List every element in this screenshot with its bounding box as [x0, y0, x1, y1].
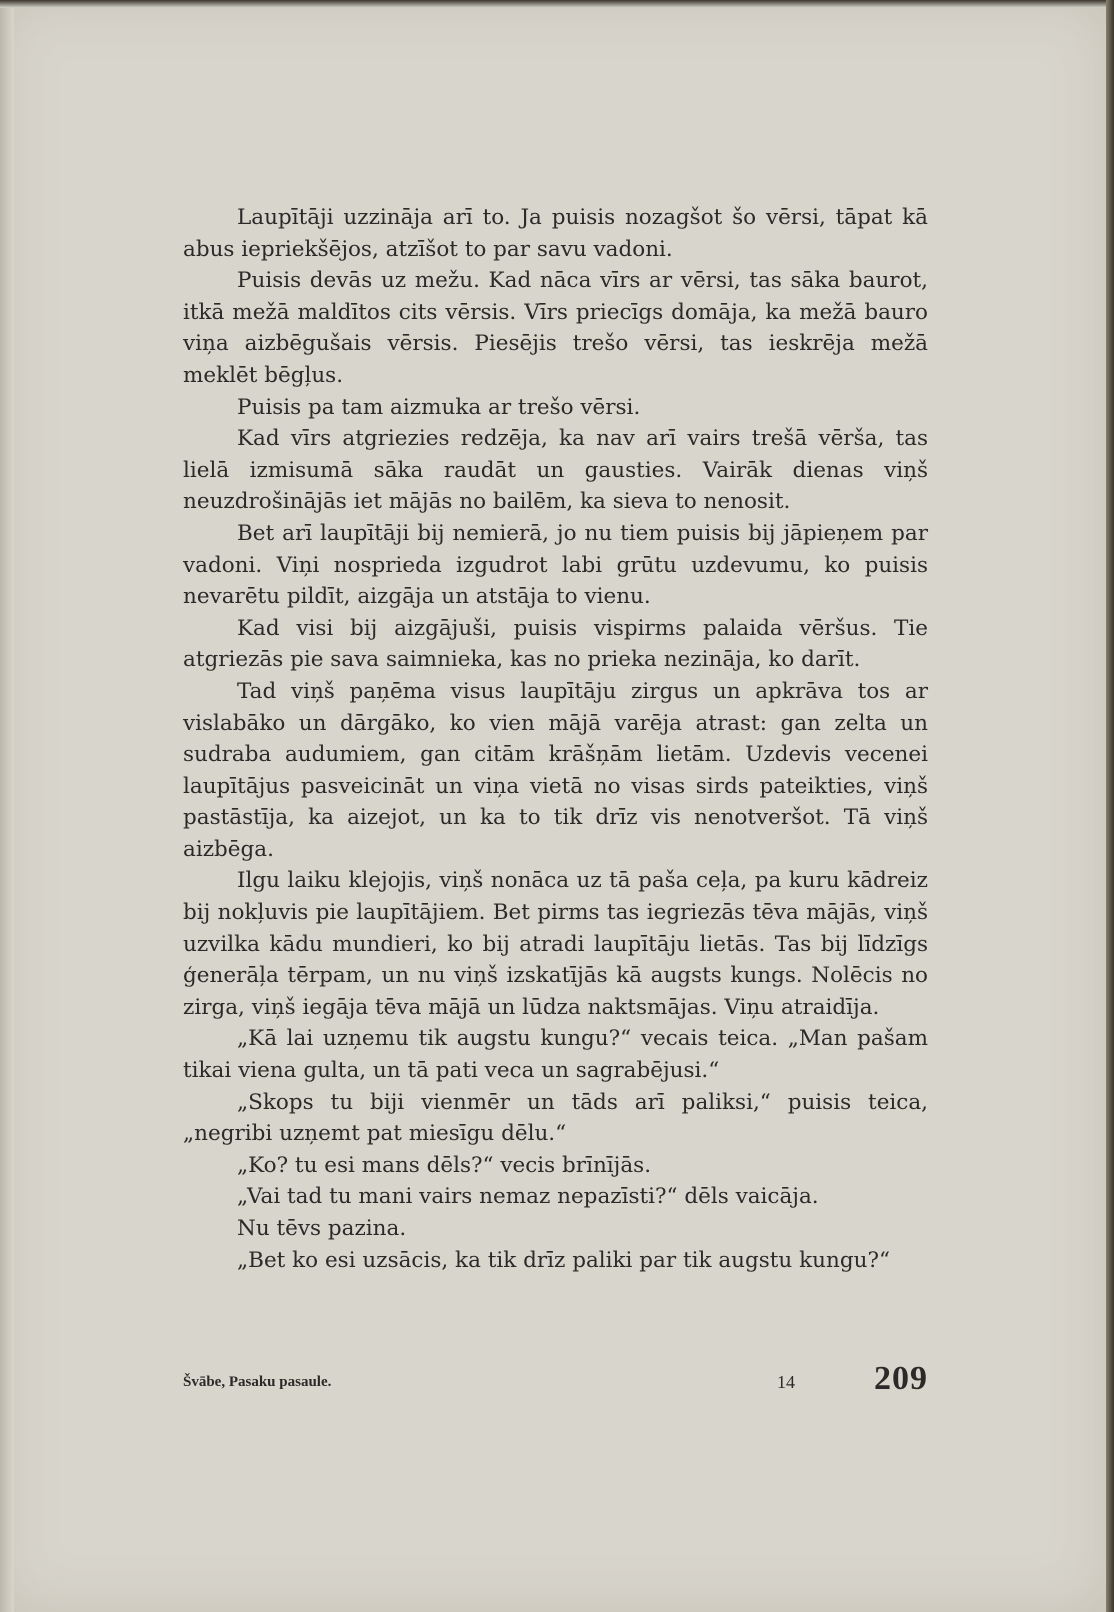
paragraph: Nu tēvs pazina. [237, 1216, 407, 1241]
paragraph: Bet arī laupītāji bij nemierā, jo nu tiem puisis bij jāpieņem par vadoni. Viņi nosprieda izgudrot labi grūtu uzdevumu, ko puisis nevarētu pildīt, aizgāja un atstāja to vienu. [183, 520, 928, 610]
paragraph: „Kā lai uzņemu tik augstu kungu?“ vecais teica. „Man pašam tikai viena gulta, un tā pati veca un sagrabējusi.“ [183, 1026, 928, 1084]
printer-signature: 14 [777, 1372, 795, 1392]
paragraph: „Skops tu biji vienmēr un tāds arī paliksi,“ puisis teica, „negribi uzņemt pat miesīgu dēlu.“ [183, 1089, 928, 1147]
paragraph: Tad viņš paņēma visus laupītāju zirgus un apkrāva tos ar vislabāko un dārgāko, ko vien mājā varēja atrast: gan zelta un sudraba audumiem, gan citām krāšņām lietām. Uzdevis vecenei laupītājus pasveicināt un viņa vietā no visas sirds pateikties, viņš pastāstīja, ka aizejot, un ka to tik drīz vis nenotveršot. Tā viņš aizbēga. [183, 678, 928, 862]
paragraph: „Vai tad tu mani vairs nemaz nepazīsti?“ dēls vaicāja. [237, 1184, 819, 1210]
book-source: Švābe, Pasaku pasaule. [183, 1374, 332, 1390]
paragraph: „Bet ko esi uzsācis, ka tik drīz paliki par tik augstu kungu?“ [237, 1247, 890, 1273]
page-number: 209 [874, 1360, 928, 1397]
page-edge [1106, 0, 1114, 1612]
paragraph: Laupītāji uzzināja arī to. Ja puisis nozagšot šo vērsi, tāpat kā abus iepriekšējos, atzīšot to par savu vadoni. [183, 205, 928, 262]
paragraph: „Ko? tu esi mans dēls?“ vecis brīnījās. [237, 1152, 652, 1178]
paragraph: Puisis pa tam aizmuka ar trešo vērsi. [237, 394, 641, 420]
body-text [183, 202, 928, 1276]
paragraph: Ilgu laiku klejojis, viņš nonāca uz tā paša ceļa, pa kuru kādreiz bij nokļuvis pie laupītājiem. Bet pirms tas iegriezās tēva mājās, viņš uzvilka kādu mundieri, ko bij atradi laupītāju lietās. Tas bij līdzīgs ģenerāļa tērpam, un nu viņš izskatījās kā augsts kungs. Nolēcis no zirga, viņš iegāja tēva mājā un lūdza naktsmājas. Viņu atraidīja. [183, 868, 928, 1020]
paragraph: Puisis devās uz mežu. Kad nāca vīrs ar vērsi, tas sāka baurot, itkā mežā maldītos cits vērsis. Vīrs priecīgs domāja, ka mežā bauro viņa aizbēgušais vērsis. Piesējis trešo vērsi, tas ieskrēja mežā meklēt bēgļus. [183, 268, 928, 388]
page-footer [183, 1360, 928, 1400]
paragraph: Kad vīrs atgriezies redzēja, ka nav arī vairs trešā vērša, tas lielā izmisumā sāka raudāt un gausties. Vairāk dienas viņš neuzdrošinājās iet mājās no bailēm, ka sieva to nenosit. [183, 426, 928, 515]
paragraph: Kad visi bij aizgājuši, puisis vispirms palaida vēršus. Tie atgriezās pie sava saimnieka, kas no prieka nezināja, ko darīt. [183, 615, 928, 673]
